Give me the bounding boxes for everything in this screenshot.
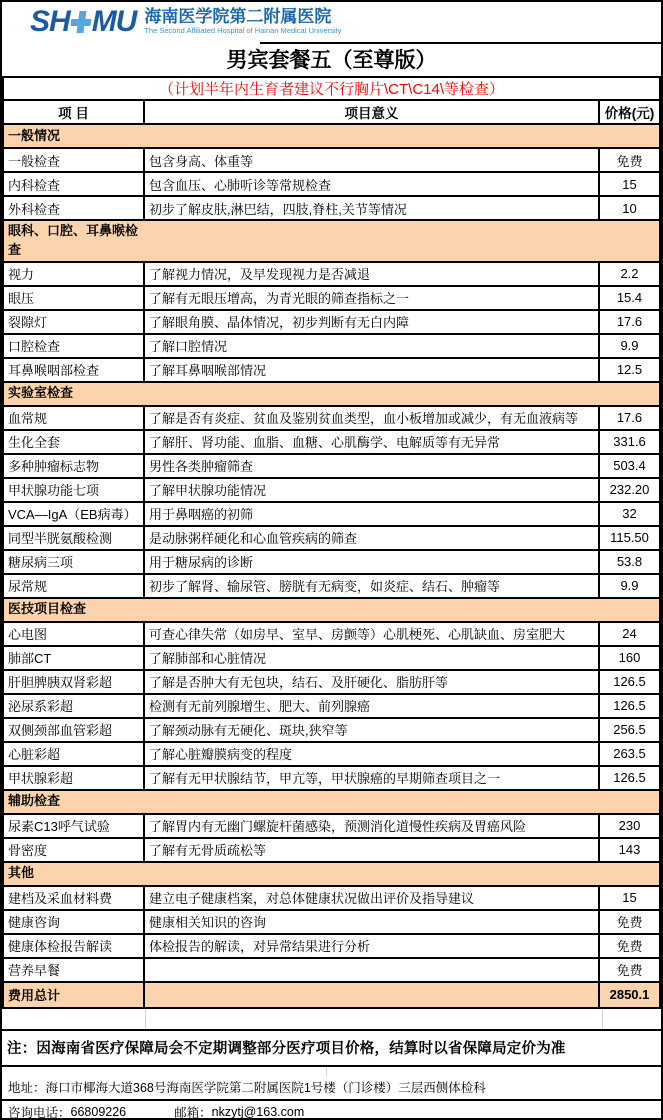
- item-name-cell: 口腔检查: [3, 334, 144, 358]
- total-value: 2850.1: [599, 982, 660, 1008]
- item-price-cell: 115.50: [599, 526, 660, 550]
- item-price-cell: 232.20: [599, 478, 660, 502]
- spacer-row: [2, 1009, 661, 1029]
- table-row: [3, 886, 660, 910]
- item-name-cell: 肺部CT: [3, 646, 144, 670]
- logo-text-sh: SH: [30, 5, 70, 38]
- table-row: [3, 358, 660, 382]
- table-row: [3, 286, 660, 310]
- section-row: [3, 790, 660, 814]
- table-row: [3, 670, 660, 694]
- table-row: [3, 718, 660, 742]
- table-row: [3, 574, 660, 598]
- table-row: [3, 430, 660, 454]
- item-desc-cell: 初步了解皮肤,淋巴结，四肢,脊柱,关节等情况: [144, 196, 599, 220]
- item-desc-cell: 是动脉粥样硬化和心血管疾病的筛查: [144, 526, 599, 550]
- table-row: [3, 310, 660, 334]
- item-name-cell: 尿常规: [3, 574, 144, 598]
- hospital-logo: [2, 2, 661, 42]
- table-row: [3, 502, 660, 526]
- page-title: 男宾套餐五（至尊版）: [226, 49, 437, 72]
- restriction-notice: （计划半年内生育者建议不行胸片\CT\C14\等检查）: [3, 77, 660, 100]
- item-price-cell: 9.9: [599, 334, 660, 358]
- item-name-cell: 耳鼻喉咽部检查: [3, 358, 144, 382]
- contact-line: [2, 1101, 661, 1120]
- table-row: [3, 934, 660, 958]
- section-label: 一般情况: [3, 124, 660, 148]
- item-desc-cell: 体检报告的解读，对异常结果进行分析: [144, 934, 599, 958]
- item-desc-cell: 健康相关知识的咨询: [144, 910, 599, 934]
- total-row: [3, 982, 660, 1008]
- table-row: [3, 766, 660, 790]
- item-price-cell: 126.5: [599, 694, 660, 718]
- item-name-cell: 心脏彩超: [3, 742, 144, 766]
- item-name-cell: 同型半胱氨酸检测: [3, 526, 144, 550]
- item-price-cell: 12.5: [599, 358, 660, 382]
- item-name-cell: 糖尿病三项: [3, 550, 144, 574]
- price-table: [2, 76, 661, 1009]
- table-row: [3, 526, 660, 550]
- item-desc-cell: 了解有无甲状腺结节，甲亢等，甲状腺癌的早期筛查项目之一: [144, 766, 599, 790]
- item-desc-cell: 用于鼻咽癌的初筛: [144, 502, 599, 526]
- item-price-cell: 230: [599, 814, 660, 838]
- item-desc-cell: 了解眼角膜、晶体情况，初步判断有无白内障: [144, 310, 599, 334]
- item-desc-cell: 了解是否肿大有无包块，结石、及肝硬化、脂肪肝等: [144, 670, 599, 694]
- item-name-cell: 健康咨询: [3, 910, 144, 934]
- section-label: 医技项目检查: [3, 598, 660, 622]
- item-price-cell: 免费: [599, 148, 660, 172]
- item-desc-cell: 检测有无前列腺增生、肥大、前列腺癌: [144, 694, 599, 718]
- item-desc-cell: [144, 958, 599, 982]
- item-price-cell: 17.6: [599, 406, 660, 430]
- item-desc-cell: 了解心脏瓣膜病变的程度: [144, 742, 599, 766]
- table-row: [3, 148, 660, 172]
- item-name-cell: 建档及采血材料费: [3, 886, 144, 910]
- item-name-cell: 眼压: [3, 286, 144, 310]
- table-row: [3, 196, 660, 220]
- item-price-cell: 331.6: [599, 430, 660, 454]
- package-table-body: [3, 124, 660, 982]
- table-row: [3, 454, 660, 478]
- total-empty-cell: [144, 982, 599, 1008]
- item-name-cell: 多种肿瘤标志物: [3, 454, 144, 478]
- item-price-cell: 503.4: [599, 454, 660, 478]
- item-price-cell: 15.4: [599, 286, 660, 310]
- email-address: nkzytj@163.com: [211, 1104, 305, 1119]
- logo-mark: [30, 7, 136, 37]
- section-row: [3, 124, 660, 148]
- item-desc-cell: 了解有无眼压增高，为青光眼的筛查指标之一: [144, 286, 599, 310]
- table-row: [3, 550, 660, 574]
- table-row: [3, 262, 660, 286]
- item-desc-cell: 可查心律失常（如房早、室早、房颤等）心肌梗死、心肌缺血、房室肥大: [144, 622, 599, 646]
- item-desc-cell: 包含身高、体重等: [144, 148, 599, 172]
- section-label: 辅助检查: [3, 790, 660, 814]
- item-price-cell: 15: [599, 886, 660, 910]
- hospital-names: [144, 8, 341, 36]
- item-name-cell: 营养早餐: [3, 958, 144, 982]
- item-name-cell: 外科检查: [3, 196, 144, 220]
- hospital-name-en: The Second Affiliated Hospital of Hainan Medical University: [144, 26, 342, 36]
- item-price-cell: 9.9: [599, 574, 660, 598]
- item-desc-cell: 了解耳鼻咽喉部情况: [144, 358, 599, 382]
- item-price-cell: 160: [599, 646, 660, 670]
- address-line: 地址：海口市椰海大道368号海南医学院第二附属医院1号楼（门诊楼）三层西侧体检科: [2, 1076, 661, 1101]
- item-desc-cell: 男性各类肿瘤筛查: [144, 454, 599, 478]
- item-price-cell: 32: [599, 502, 660, 526]
- table-row: [3, 814, 660, 838]
- column-header-item: 项 目: [3, 100, 144, 124]
- item-desc-cell: 用于糖尿病的诊断: [144, 550, 599, 574]
- section-row: [3, 598, 660, 622]
- item-desc-cell: 了解视力情况，及早发现视力是否减退: [144, 262, 599, 286]
- item-desc-cell: 了解甲状腺功能情况: [144, 478, 599, 502]
- phone-number: 66809226: [70, 1104, 127, 1119]
- item-desc-cell: 了解颈动脉有无硬化、斑块,狭窄等: [144, 718, 599, 742]
- section-label: 实验室检查: [3, 382, 660, 406]
- section-row: [3, 220, 660, 262]
- total-label: 费用总计: [3, 982, 144, 1008]
- section-row: [3, 382, 660, 406]
- item-price-cell: 126.5: [599, 766, 660, 790]
- item-name-cell: 一般检查: [3, 148, 144, 172]
- item-price-cell: 126.5: [599, 670, 660, 694]
- item-name-cell: 甲状腺功能七项: [3, 478, 144, 502]
- table-row: [3, 838, 660, 862]
- item-desc-cell: 了解有无骨质疏松等: [144, 838, 599, 862]
- section-row: [3, 862, 660, 886]
- item-price-cell: 免费: [599, 934, 660, 958]
- item-desc-cell: 了解肺部和心脏情况: [144, 646, 599, 670]
- item-price-cell: 15: [599, 172, 660, 196]
- logo-text-mu: MU: [91, 5, 137, 38]
- column-header-price: 价格(元): [599, 100, 660, 124]
- hospital-name-cn: 海南医学院第二附属医院: [144, 6, 332, 26]
- restriction-notice-row: [3, 77, 660, 100]
- item-price-cell: 免费: [599, 910, 660, 934]
- email-label: 邮箱：: [174, 1105, 212, 1120]
- section-label: 其他: [3, 862, 660, 886]
- item-name-cell: 生化全套: [3, 430, 144, 454]
- column-header-meaning: 项目意义: [144, 100, 599, 124]
- item-desc-cell: 了解胃内有无幽门螺旋杆菌感染，预测消化道慢性疾病及胃癌风险: [144, 814, 599, 838]
- table-row: [3, 910, 660, 934]
- item-desc-cell: 了解是否有炎症、贫血及鉴别贫血类型，血小板增加或减少，有无血液病等: [144, 406, 599, 430]
- item-desc-cell: 包含血压、心肺听诊等常规检查: [144, 172, 599, 196]
- item-name-cell: 泌尿系彩超: [3, 694, 144, 718]
- table-row: [3, 742, 660, 766]
- table-row: [3, 622, 660, 646]
- table-row: [3, 478, 660, 502]
- item-price-cell: 256.5: [599, 718, 660, 742]
- footnote: 注：因海南省医疗保障局会不定期调整部分医疗项目价格，结算时以省保障局定价为准: [2, 1029, 661, 1067]
- item-name-cell: VCA—IgA（EB病毒）: [3, 502, 144, 526]
- item-name-cell: 健康体检报告解读: [3, 934, 144, 958]
- table-row: [3, 406, 660, 430]
- item-desc-cell: 初步了解肾、输尿管、膀胱有无病变，如炎症、结石、肿瘤等: [144, 574, 599, 598]
- table-header-row: [3, 100, 660, 124]
- item-name-cell: 双侧颈部血管彩超: [3, 718, 144, 742]
- item-desc-cell: 了解肝、肾功能、血脂、血糖、心肌酶学、电解质等有无异常: [144, 430, 599, 454]
- item-name-cell: 裂隙灯: [3, 310, 144, 334]
- item-name-cell: 视力: [3, 262, 144, 286]
- item-price-cell: 2.2: [599, 262, 660, 286]
- table-row: [3, 958, 660, 982]
- item-price-cell: 143: [599, 838, 660, 862]
- item-name-cell: 内科检查: [3, 172, 144, 196]
- item-name-cell: 甲状腺彩超: [3, 766, 144, 790]
- spacer-row-2: [2, 1067, 661, 1076]
- item-price-cell: 263.5: [599, 742, 660, 766]
- item-name-cell: 肝胆脾胰双肾彩超: [3, 670, 144, 694]
- item-desc-cell: 了解口腔情况: [144, 334, 599, 358]
- item-price-cell: 10: [599, 196, 660, 220]
- section-label: 眼科、口腔、耳鼻喉检查: [3, 220, 660, 262]
- table-row: [3, 172, 660, 196]
- phone-label: 咨询电话：: [8, 1105, 71, 1120]
- item-price-cell: 17.6: [599, 310, 660, 334]
- item-price-cell: 免费: [599, 958, 660, 982]
- item-name-cell: 血常规: [3, 406, 144, 430]
- table-row: [3, 694, 660, 718]
- cross-icon: [69, 11, 92, 33]
- item-price-cell: 24: [599, 622, 660, 646]
- header-divider: [260, 42, 661, 44]
- table-row: [3, 334, 660, 358]
- table-row: [3, 646, 660, 670]
- item-name-cell: 骨密度: [3, 838, 144, 862]
- item-desc-cell: 建立电子健康档案，对总体健康状况做出评价及指导建议: [144, 886, 599, 910]
- item-price-cell: 53.8: [599, 550, 660, 574]
- item-name-cell: 心电图: [3, 622, 144, 646]
- item-name-cell: 尿素C13呼气试验: [3, 814, 144, 838]
